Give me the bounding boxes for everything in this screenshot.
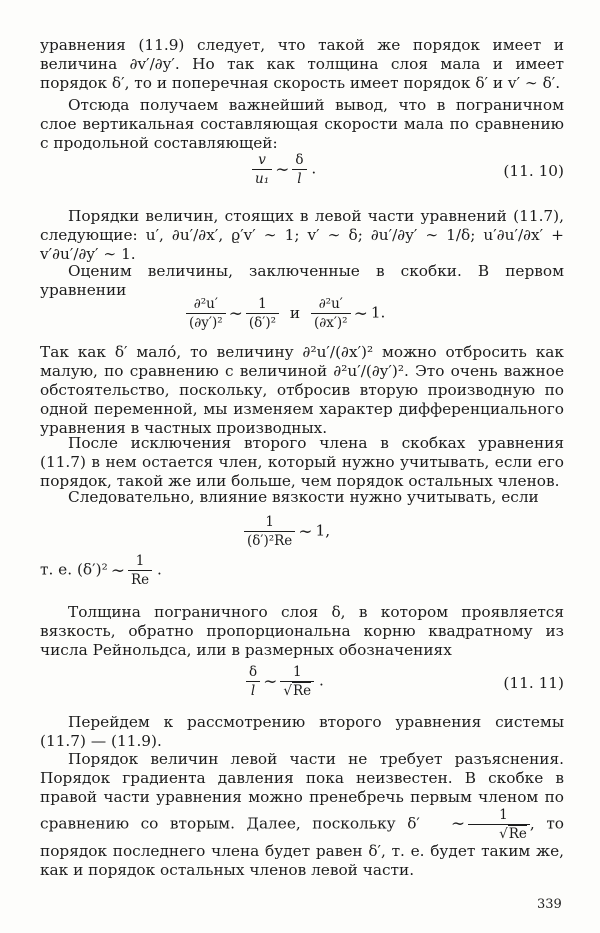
eq-11-11-period: . xyxy=(319,671,324,690)
equation-11-10: $\frac{v}{\text{u₁}}$ ∼ $\frac{\delta}{l}$ . xyxy=(252,152,316,187)
paragraph-2 xyxy=(40,96,564,153)
paragraph-6 xyxy=(40,434,564,491)
eq2-b-numerator: 1 xyxy=(246,296,279,314)
eq-11-10-left-denominator: u₁ xyxy=(255,171,270,187)
equation-number-11-10: (11. 10) xyxy=(503,162,564,180)
eq2-c-numerator: ∂²u′ xyxy=(311,296,351,314)
paragraph-4 xyxy=(40,262,564,300)
equation-ie: т. е. (δ′)² ∼ $\frac{1}{Re}$ . xyxy=(40,553,162,588)
paragraph-10-part-a: Порядок величин левой части не требует разъяснения. Порядок градиента давления пока неизвестен. В скобке в правой части уравнения можно пренебречь первым членом по сравнению со вторым. Далее, поскольку δ′ xyxy=(40,750,564,833)
eq3-denominator: (δ′)²Re xyxy=(247,533,293,549)
paragraph-5-text: Так как δ′ мало́, то величину ∂²u′/(∂x′)² можно отбросить как малую, по сравнению с величиной ∂²u′/(∂y′)². Это очень важное обстоятельство, поскольку, отбросив вторую производную по одной переменной, мы изменяем характер дифференциального уравнения в частных производных. xyxy=(40,343,564,437)
eq2-rhs: 1. xyxy=(370,303,386,322)
paragraph-9 xyxy=(40,713,564,751)
paragraph-1 xyxy=(40,36,564,93)
paragraph-8-text: Толщина пограничного слоя δ, в котором проявляется вязкость, обратно пропорциональна корню квадратному из числа Рейнольдса, или в размерных обозначениях xyxy=(40,603,564,659)
paragraph-2-text: Отсюда получаем важнейший вывод, что в пограничном слое вертикальная составляющая скорости мала по сравнению с продольной составляющей: xyxy=(40,96,564,152)
paragraph-5 xyxy=(40,343,564,438)
eq2-b-denominator: (δ′)² xyxy=(248,315,277,331)
equation-11-11: $\frac{\delta}{l}$ ∼ $\frac{1}{√Re}$ . xyxy=(246,664,324,699)
eq4-numerator: 1 xyxy=(128,553,152,571)
paragraph-6-text: После исключения второго члена в скобках уравнения (11.7) в нем остается член, который нужно учитывать, если его порядок, такой же или больше, чем порядок остальных членов. xyxy=(40,434,564,490)
equation-viscosity-condition: $\frac{1}{\text{(δ′)²Re}}$ ∼ 1, xyxy=(244,514,330,549)
equation-number-11-11: (11. 11) xyxy=(503,674,564,692)
eq2-and-word: и xyxy=(289,303,301,322)
equation-second-derivatives: $\frac{\text{∂²u′}}{\text{(∂y′)²}}$ ∼ $\frac{1}{\text{(δ′)²}}$ и $\frac{\text{∂²u′}}{\text{(∂x′)²}}$ ∼ 1. xyxy=(186,296,385,331)
paragraph-10-part-b: , то порядок последнего члена будет равен δ′, т. е. будет таким же, как и порядок остальных членов левой части. xyxy=(40,814,564,879)
sqrt-sign-icon: √ xyxy=(283,683,292,699)
paragraph-4-text: Оценим величины, заключенные в скобки. В первом уравнении xyxy=(40,262,564,299)
paragraph-9-text: Перейдем к рассмотрению второго уравнения системы (11.7) — (11.9). xyxy=(40,713,564,750)
eq4-denominator: Re xyxy=(130,572,150,588)
eq-11-10-left-numerator: v xyxy=(252,152,272,170)
sqrt-sign-icon: √ xyxy=(499,826,508,842)
paragraph-1-text: уравнения (11.9) следует, что такой же порядок имеет и величина ∂v′/∂y′. Но так как толщина слоя мала и имеет порядок δ′, то и поперечная скорость имеет порядок δ′ и v′ ∼ δ′. xyxy=(40,36,564,92)
eq2-a-denominator: (∂y′)² xyxy=(189,315,223,331)
paragraph-3-text: Порядки величин, стоящих в левой части уравнений (11.7), следующие: u′, ∂u′/∂x′, ϱ′v′ ∼ 1; v′ ∼ δ; ∂u′/∂y′ ∼ 1/δ; u′∂u′/∂x′ + v′∂u′/∂y′ ∼ 1. xyxy=(40,207,564,263)
paragraph-3 xyxy=(40,207,564,264)
page-number: 339 xyxy=(537,897,562,912)
eq-11-10-right-denominator: l xyxy=(297,171,302,187)
paragraph-8 xyxy=(40,603,564,660)
eq-11-10-period: . xyxy=(311,159,317,178)
paragraph-7-text: Следовательно, влияние вязкости нужно учитывать, если xyxy=(68,488,539,506)
eq-11-11-left-numerator: δ xyxy=(246,664,260,682)
p10-numerator: 1 xyxy=(468,807,530,825)
eq-11-10-right-numerator: δ xyxy=(292,152,306,170)
eq3-rhs: 1, xyxy=(315,521,331,540)
eq-11-11-right-numerator: 1 xyxy=(280,664,314,682)
eq-11-11-right-denominator: Re xyxy=(293,683,312,699)
p10-denominator: Re xyxy=(508,826,527,842)
paragraph-7 xyxy=(40,488,564,507)
eq2-c-denominator: (∂x′)² xyxy=(313,315,348,331)
paragraph-10-text: Порядок величин левой части не требует разъяснения. Порядок градиента давления пока неизвестен. В скобке в правой части уравнения можно пренебречь первым членом по сравнению со вторым. Далее, поскольку δ′ ∼ $\frac{1}{√Re}$ , то порядок последнего члена будет равен δ′, т. е. будет таким же, как и порядок остальных членов левой части. xyxy=(40,750,564,879)
eq4-period: . xyxy=(157,560,162,579)
eq3-numerator: 1 xyxy=(244,514,295,532)
eq4-lead: т. е. (δ′)² xyxy=(40,560,108,579)
eq2-a-numerator: ∂²u′ xyxy=(186,296,226,314)
paragraph-10 xyxy=(40,750,564,880)
eq-11-11-left-denominator: l xyxy=(250,683,256,699)
